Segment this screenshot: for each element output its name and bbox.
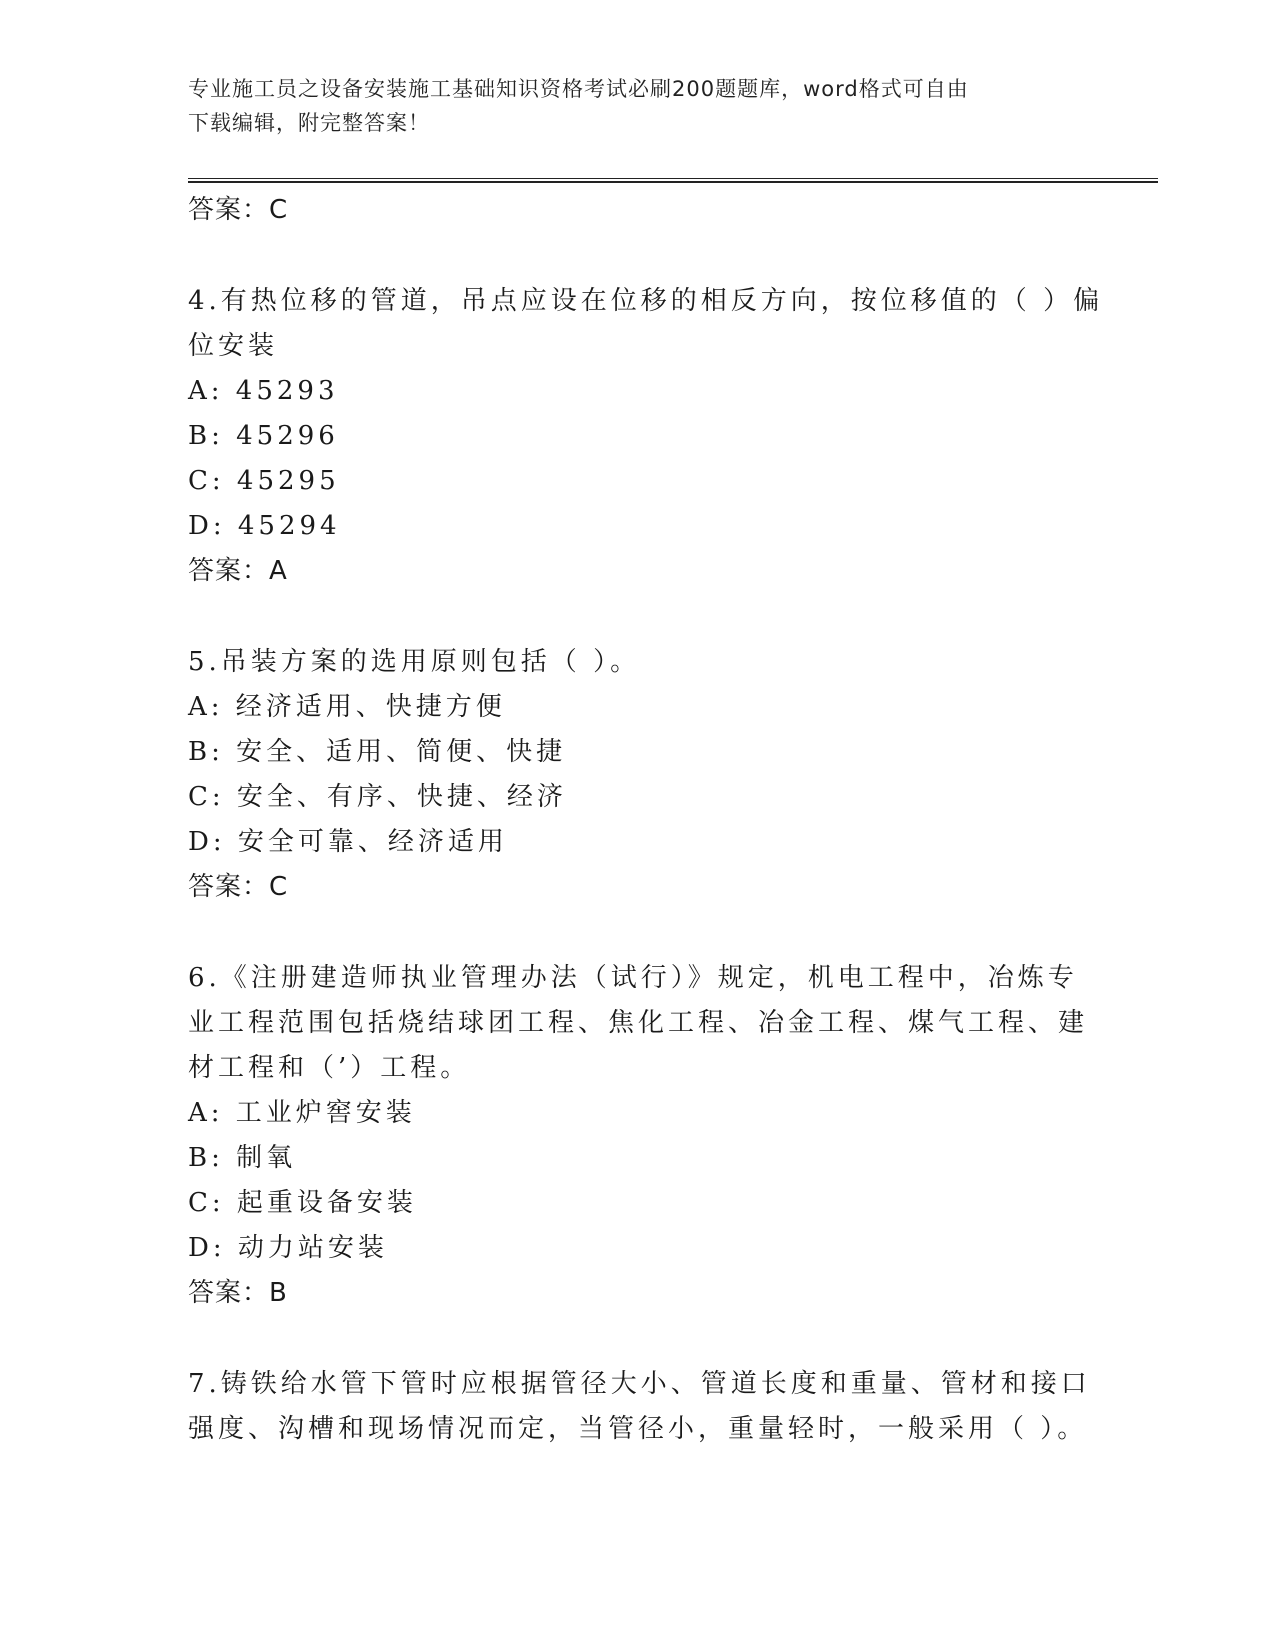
option-b: B: 制氧 (188, 1143, 297, 1173)
answer: 答案：A (188, 556, 288, 586)
option-d: D: 45294 (188, 511, 341, 541)
spacer (188, 594, 1088, 640)
question-text-line: 7.铸铁给水管下管时应根据管径大小、管道长度和重量、管材和接口 (188, 1369, 1091, 1399)
option-a: A: 工业炉窖安装 (188, 1098, 416, 1128)
question-text-line: 业工程范围包括烧结球团工程、焦化工程、冶金工程、煤气工程、建 (188, 1008, 1089, 1038)
spacer (188, 1316, 1088, 1362)
question-5 (188, 640, 1088, 910)
question-4 (188, 279, 1104, 594)
option-d: D: 安全可靠、经济适用 (188, 827, 508, 857)
question-text-line: 6.《注册建造师执业管理办法（试行）》规定，机电工程中，冶炼专 (188, 963, 1078, 993)
option-c: C: 45295 (188, 466, 340, 496)
option-a: A: 经济适用、快捷方便 (188, 692, 506, 722)
question-text-line: 材工程和（’）工程。 (188, 1053, 471, 1083)
spacer (188, 233, 1088, 279)
option-c: C: 起重设备安装 (188, 1188, 417, 1218)
question-6 (188, 956, 1088, 1316)
option-b: B: 安全、适用、简便、快捷 (188, 737, 567, 767)
question-text-line: 5.吊装方案的选用原则包括（ ）。 (188, 647, 641, 677)
spacer (188, 910, 1088, 956)
answer: 答案：B (188, 1278, 288, 1308)
question-text-line: 4.有热位移的管道，吊点应设在位移的相反方向，按位移值的（ ）偏 (188, 286, 1104, 316)
question-list (188, 188, 1104, 1452)
header-divider-thin (188, 178, 1158, 179)
option-b: B: 45296 (188, 421, 339, 451)
document-header (188, 72, 1068, 140)
option-d: D: 动力站安装 (188, 1233, 388, 1263)
header-divider-thick (188, 181, 1158, 183)
question-text-line: 强度、沟槽和现场情况而定，当管径小，重量轻时，一般采用（ ）。 (188, 1414, 1088, 1444)
question-text-line: 位安装 (188, 331, 279, 361)
header-line-1: 专业施工员之设备安装施工基础知识资格考试必刷200题题库，word格式可自由 (188, 77, 969, 101)
question-7 (188, 1362, 1091, 1452)
header-line-2: 下载编辑，附完整答案！ (188, 111, 430, 135)
option-a: A: 45293 (188, 376, 339, 406)
answer: 答案：C (188, 872, 289, 902)
option-c: C: 安全、有序、快捷、经济 (188, 782, 567, 812)
previous-answer: 答案：C (188, 195, 289, 225)
